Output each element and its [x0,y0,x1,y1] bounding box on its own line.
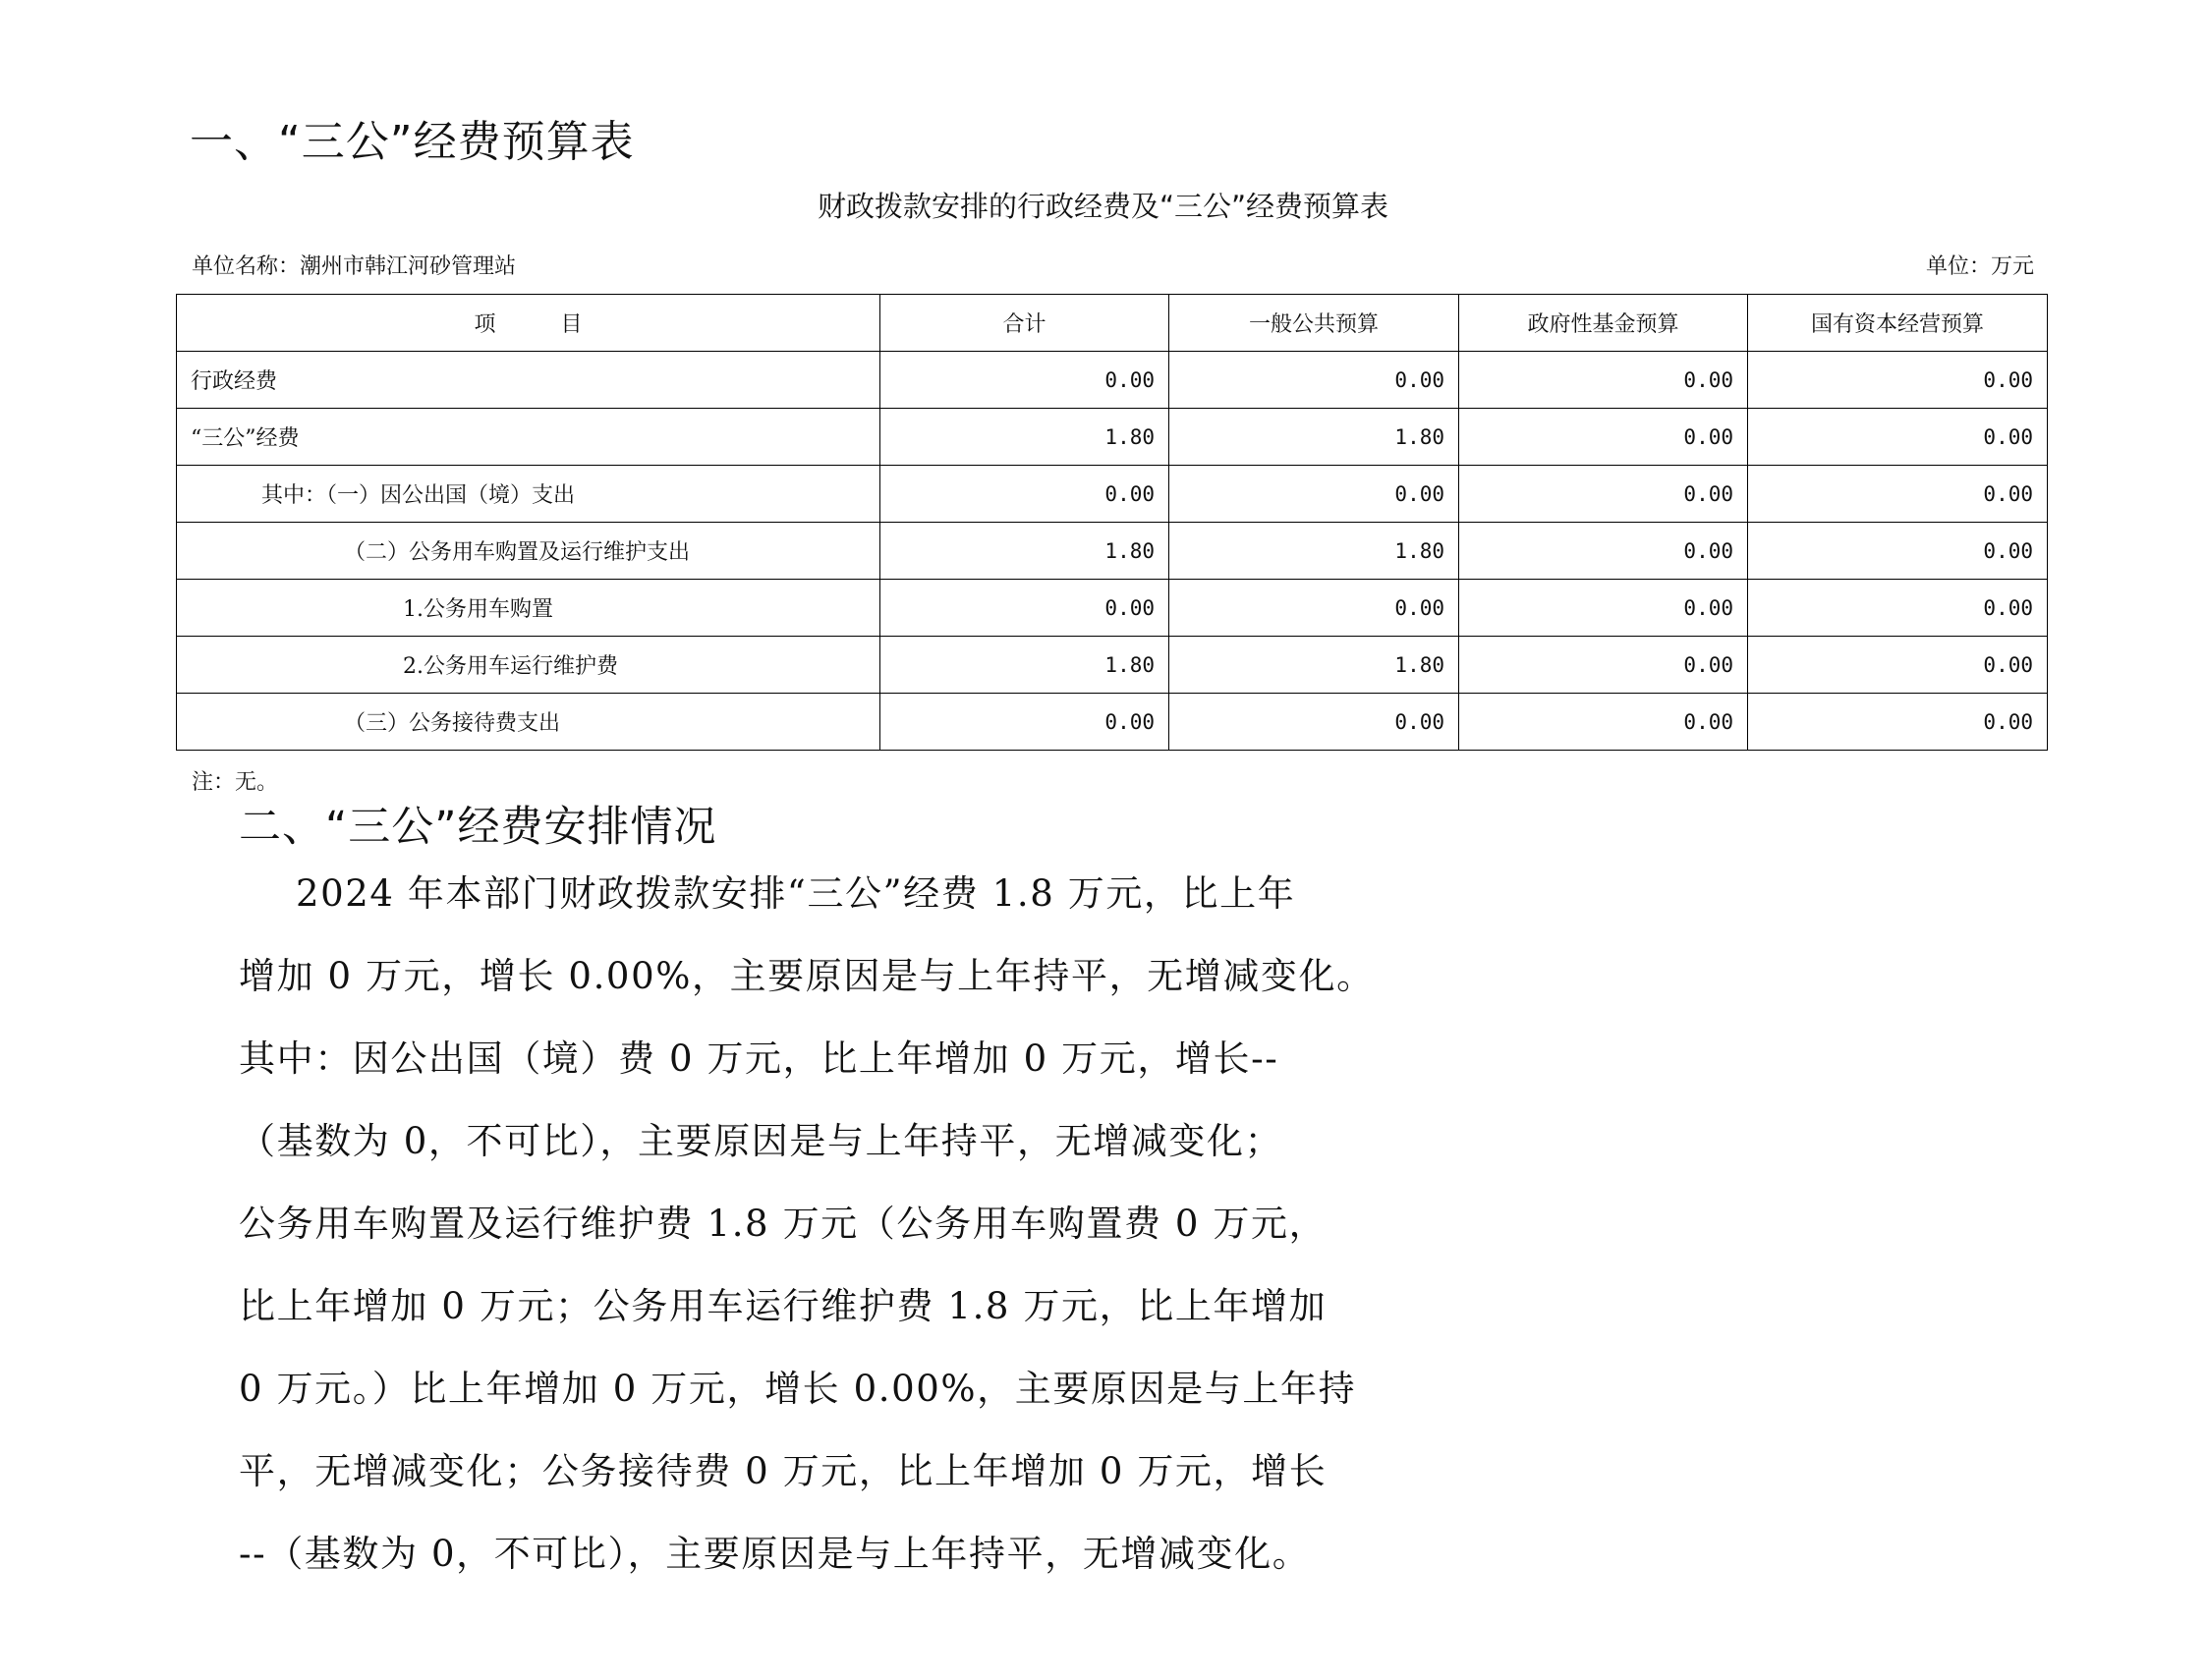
header-capital-budget: 国有资本经营预算 [1748,295,2048,352]
row-fund: 0.00 [1459,409,1748,466]
row-capital: 0.00 [1748,352,2048,409]
paragraph-line: 公务用车购置及运行维护费 1.8 万元（公务用车购置费 0 万元， [239,1203,1328,1245]
row-general: 1.80 [1169,409,1459,466]
header-fund-budget: 政府性基金预算 [1459,295,1748,352]
row-general: 0.00 [1169,352,1459,409]
row-total: 1.80 [880,409,1169,466]
paragraph-line: 其中：因公出国（境）费 0 万元，比上年增加 0 万元，增长-- [239,1037,1279,1080]
row-total: 0.00 [880,352,1169,409]
row-general: 0.00 [1169,694,1459,751]
unit-name: 单位名称：潮州市韩江河砂管理站 [192,254,517,279]
row-fund: 0.00 [1459,523,1748,580]
row-label: 2.公务用车运行维护费 [177,637,880,694]
row-label: （二）公务用车购置及运行维护支出 [177,523,880,580]
row-capital: 0.00 [1748,466,2048,523]
row-fund: 0.00 [1459,466,1748,523]
paragraph-line: 0 万元。）比上年增加 0 万元，增长 0.00%，主要原因是与上年持 [239,1368,1357,1410]
row-label: （三）公务接待费支出 [177,694,880,751]
unit-measure: 单位：万元 [1925,254,2034,279]
row-general: 0.00 [1169,580,1459,637]
table-row [177,409,2048,466]
row-total: 0.00 [880,694,1169,751]
row-fund: 0.00 [1459,352,1748,409]
row-label: “三公”经费 [177,409,880,466]
row-total: 1.80 [880,523,1169,580]
paragraph-line: （基数为 0，不可比），主要原因是与上年持平，无增减变化； [239,1120,1283,1162]
row-label: 行政经费 [177,352,880,409]
row-general: 1.80 [1169,523,1459,580]
row-total: 1.80 [880,637,1169,694]
table-row [177,580,2048,637]
row-general: 0.00 [1169,466,1459,523]
paragraph-line: --（基数为 0，不可比），主要原因是与上年持平，无增减变化。 [239,1533,1311,1575]
table-header-row [177,295,2048,352]
header-general-budget: 一般公共预算 [1169,295,1459,352]
header-item: 项 目 [177,295,880,352]
row-fund: 0.00 [1459,637,1748,694]
row-total: 0.00 [880,580,1169,637]
table-note: 注：无。 [192,770,279,795]
budget-table [176,294,2048,751]
section-2-heading: 二、“三公”经费安排情况 [239,803,717,852]
paragraph-line: 2024 年本部门财政拨款安排“三公”经费 1.8 万元，比上年 [296,872,1296,915]
table-title: 财政拨款安排的行政经费及“三公”经费预算表 [817,190,1389,223]
row-capital: 0.00 [1748,637,2048,694]
table-row [177,637,2048,694]
row-fund: 0.00 [1459,694,1748,751]
table-row [177,352,2048,409]
paragraph-line: 比上年增加 0 万元；公务用车运行维护费 1.8 万元，比上年增加 [239,1285,1328,1327]
paragraph-line: 增加 0 万元，增长 0.00%，主要原因是与上年持平，无增减变化。 [239,955,1375,997]
row-label: 其中：（一）因公出国（境）支出 [177,466,880,523]
section-1-heading: 一、“三公”经费预算表 [190,117,635,167]
row-capital: 0.00 [1748,523,2048,580]
row-label: 1.公务用车购置 [177,580,880,637]
table-row [177,466,2048,523]
row-capital: 0.00 [1748,694,2048,751]
row-capital: 0.00 [1748,409,2048,466]
row-total: 0.00 [880,466,1169,523]
row-fund: 0.00 [1459,580,1748,637]
explanation-paragraph [239,868,1375,1611]
paragraph-line: 平，无增减变化；公务接待费 0 万元，比上年增加 0 万元，增长 [239,1450,1328,1492]
row-capital: 0.00 [1748,580,2048,637]
row-general: 1.80 [1169,637,1459,694]
table-row [177,694,2048,751]
table-row [177,523,2048,580]
header-total: 合计 [880,295,1169,352]
